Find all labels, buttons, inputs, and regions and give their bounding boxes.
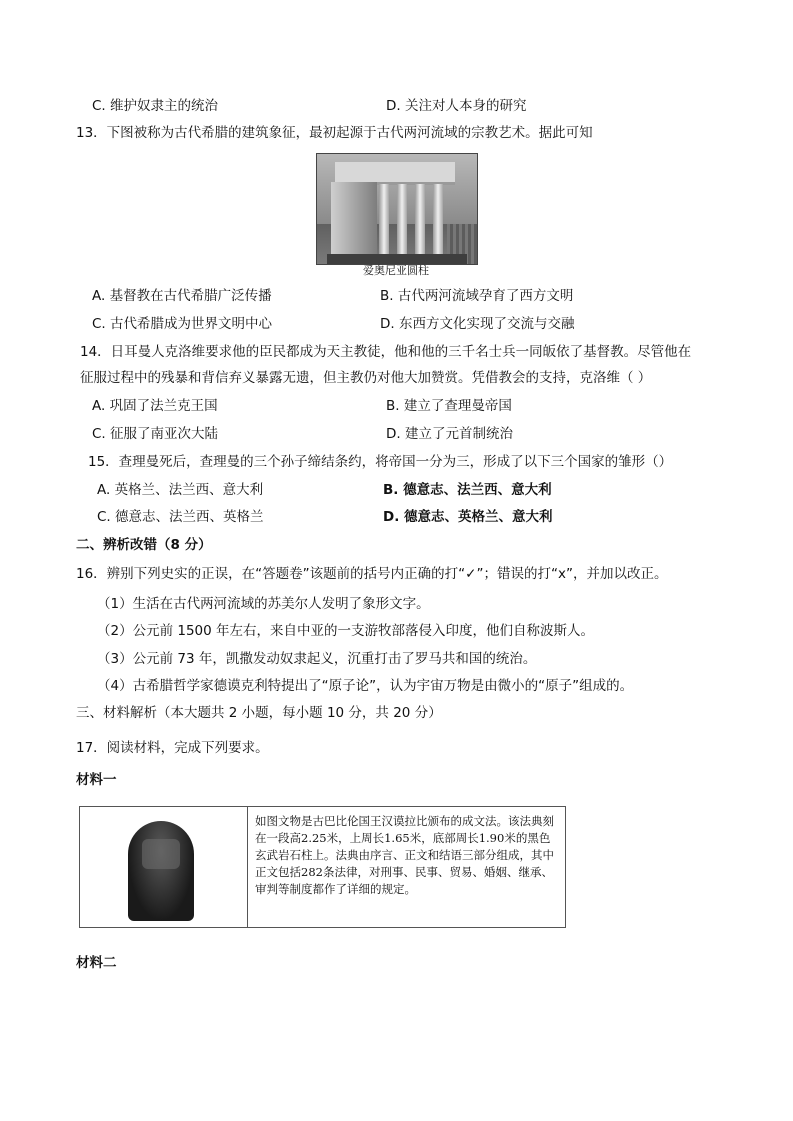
q15-option-a: A. 英格兰、法兰西、意大利 (97, 482, 264, 498)
q13-option-d: D. 东西方文化实现了交流与交融 (380, 316, 575, 332)
q13-option-a: A. 基督教在古代希腊广泛传播 (92, 288, 272, 304)
q15-option-d: D. 德意志、英格兰、意大利 (383, 509, 553, 525)
hammurabi-stele-image (128, 821, 194, 921)
section2-title: 二、辨析改错（8 分） (76, 537, 212, 553)
q15-option-c: C. 德意志、法兰西、英格兰 (97, 509, 264, 525)
material1-text: 如图文物是古巴比伦国王汉谟拉比颁布的成文法。该法典刻在一段高2.25米，上周长1.65米，底部周长1.90米的黑色玄武岩石柱上。法典由序言、正文和结语三部分组成，其中正文包括282条法律，对刑事、民事、贸易、婚姻、继承、审判等制度都作了详细的规定。 (255, 814, 554, 896)
q13-option-b: B. 古代两河流域孕育了西方文明 (380, 288, 574, 304)
q13-option-c: C. 古代希腊成为世界文明中心 (92, 316, 273, 332)
material1-box (79, 806, 566, 928)
q12-option-d: D. 关注对人本身的研究 (386, 98, 527, 114)
ionic-column-photo (316, 153, 478, 265)
q16-item-2: （2）公元前 1500 年左右，来自中亚的一支游牧部落侵入印度，他们自称波斯人。 (97, 623, 595, 639)
q14-option-c: C. 征服了南亚次大陆 (92, 426, 219, 442)
q14-option-a: A. 巩固了法兰克王国 (92, 398, 218, 414)
q17-stem: 17．阅读材料，完成下列要求。 (76, 740, 269, 756)
photo-caption: 爱奥尼亚圆柱 (363, 264, 429, 277)
q15-option-b: B. 德意志、法兰西、意大利 (383, 482, 552, 498)
q14-stem-line2: 征服过程中的残暴和背信弃义暴露无遗，但主教仍对他大加赞赏。凭借教会的支持，克洛维（ ） (80, 370, 652, 386)
q16-item-4: （4）古希腊哲学家德谟克利特提出了“原子论”，认为宇宙万物是由微小的“原子”组成的。 (97, 678, 634, 694)
material2-label: 材料二 (76, 955, 117, 971)
q12-option-c: C. 维护奴隶主的统治 (92, 98, 219, 114)
q15-stem: 15．查理曼死后，查理曼的三个孙子缔结条约，将帝国一分为三，形成了以下三个国家的雏形（） (88, 454, 673, 470)
q13-stem: 13．下图被称为古代希腊的建筑象征，最初起源于古代两河流域的宗教艺术。据此可知 (76, 125, 593, 141)
section3-title: 三、材料解析（本大题共 2 小题，每小题 10 分，共 20 分） (76, 705, 442, 721)
material1-label: 材料一 (76, 772, 117, 788)
q16-item-3: （3）公元前 73 年，凯撒发动奴隶起义，沉重打击了罗马共和国的统治。 (97, 651, 537, 667)
q14-option-b: B. 建立了查理曼帝国 (386, 398, 512, 414)
q14-stem-line1: 14．日耳曼人克洛维要求他的臣民都成为天主教徒，他和他的三千名士兵一同皈依了基督教。尽管他在 (80, 344, 692, 360)
q14-option-d: D. 建立了元首制统治 (386, 426, 513, 442)
q16-stem: 16．辨别下列史实的正误，在“答题卷”该题前的括号内正确的打“✓”；错误的打“x”，并加以改正。 (76, 566, 668, 582)
q16-item-1: （1）生活在古代两河流域的苏美尔人发明了象形文字。 (97, 596, 430, 612)
